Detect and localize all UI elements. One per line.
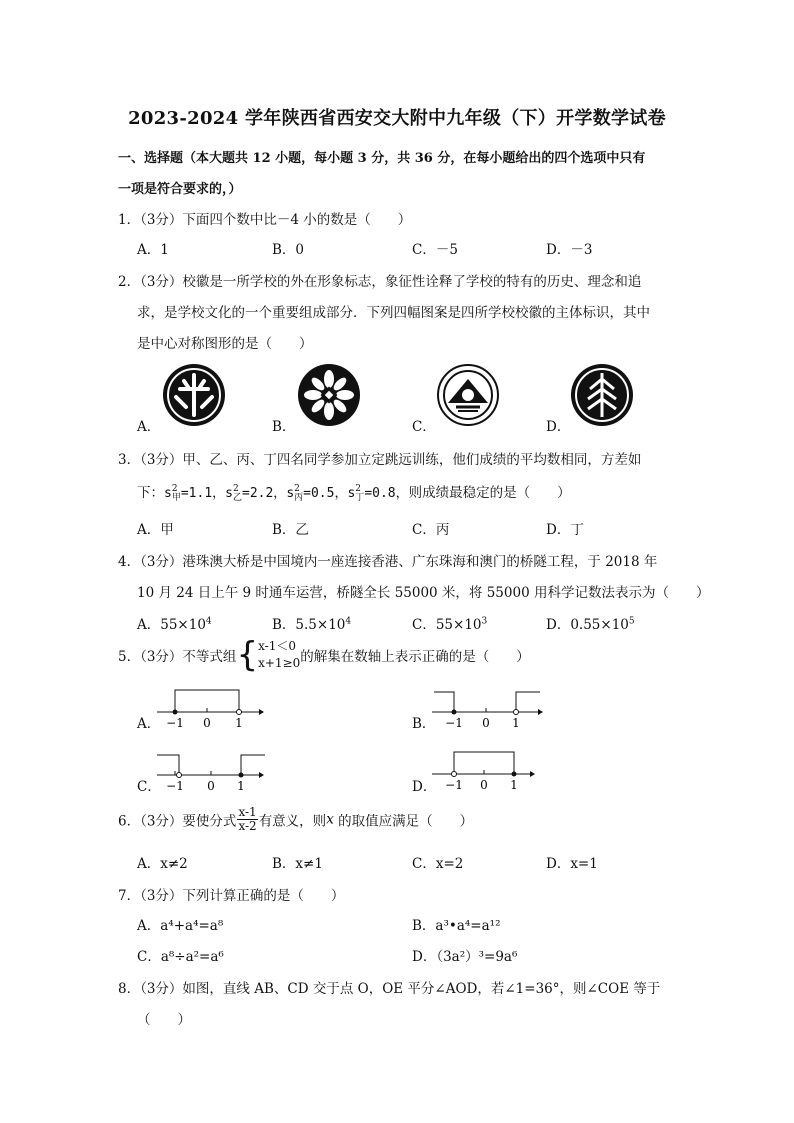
q7-option-b: B．a³•a⁴=a¹² (412, 918, 501, 934)
square-exponent: 2 (232, 483, 239, 494)
q2-stem-line2: 求，是学校文化的一个重要组成部分．下列四幅图案是四所学校校徽的主体标识，其中 (137, 305, 650, 321)
q6-stem (118, 806, 473, 833)
school-emblem-c (436, 363, 500, 427)
q2-label-d: D． (546, 419, 571, 435)
q4-option-d-exp: 5 (628, 616, 635, 627)
number-line-d (430, 740, 540, 792)
q4-option-c-exp: 3 (481, 616, 488, 627)
tick-label-1: 1 (512, 716, 520, 730)
q3-stem-line2 (137, 481, 571, 503)
fraction-denominator: x-2 (238, 819, 257, 833)
square-exponent: 2 (355, 483, 362, 494)
variance-symbol: s (347, 486, 356, 501)
q7-option-d: D．（3a²）³=9a⁶ (412, 949, 518, 965)
q2-stem-line3: 是中心对称图形的是（ ） (137, 336, 313, 352)
q6-option-a: A．x≠2 (137, 856, 188, 872)
q7-option-c: C．a⁸÷a²=a⁶ (137, 949, 224, 965)
tick-label-1: 1 (510, 778, 518, 792)
q4-option-a-base: A．55×10 (137, 617, 206, 633)
q4-stem-line1: 4．（3分）港珠澳大桥是中国境内一座连接香港、广东珠海和澳门的桥隧工程，于 2018 年 (118, 554, 658, 570)
q4-option-a-exp: 4 (205, 616, 212, 627)
tick-label-1: 1 (237, 779, 245, 793)
q2-label-c: C． (412, 419, 436, 435)
square-exponent: 2 (171, 483, 178, 494)
q3-option-d: D．丁 (546, 522, 584, 538)
q2-label-a: A． (137, 419, 161, 435)
tick-label-0: 0 (482, 716, 490, 730)
inequality-system (258, 638, 300, 672)
q4-stem-line2: 10 月 24 日上午 9 时通车运营，桥隧全长 55000 米，将 55000 用科学记数法表示为（ ） (137, 585, 710, 601)
subscript-ding: 丁 (355, 492, 365, 503)
q3-suffix: 则成绩最稳定的是（ ） (408, 485, 571, 501)
fraction-numerator: x-1 (238, 805, 257, 819)
q5-suffix: 的解集在数轴上表示正确的是（ ） (300, 649, 530, 665)
q4-option-d (546, 613, 635, 633)
q3-option-b: B．乙 (272, 522, 309, 538)
q5-prefix: 5．（3分）不等式组 (118, 649, 237, 665)
q3-stem-line1: 3．（3分）甲、乙、丙、丁四名同学参加立定跳远训练，他们成绩的平均数相同，方差如 (118, 452, 642, 468)
value-ding: =0.8， (364, 486, 409, 501)
q3-prefix: 下： (137, 485, 164, 501)
value-bing: =0.5， (303, 486, 348, 501)
variance-symbol: s (286, 486, 295, 501)
q5-label-b: B． (412, 716, 436, 732)
page-title: 2023-2024 学年陕西省西安交大附中九年级（下）开学数学试卷 (128, 108, 666, 129)
tick-label-neg1: −1 (445, 716, 463, 730)
school-emblem-d (570, 363, 634, 427)
square-exponent: 2 (294, 483, 300, 494)
q4-option-b-base: B．5.5×10 (272, 617, 346, 633)
section-heading-line2: 一项是符合要求的，） (118, 182, 242, 197)
fraction (237, 806, 257, 833)
q5-label-a: A． (137, 716, 161, 732)
q4-option-d-base: D．0.55×10 (546, 617, 629, 633)
q6-option-d: D．x=1 (546, 856, 598, 872)
q4-option-c (412, 613, 487, 633)
school-emblem-b (297, 363, 361, 427)
q5-stem (118, 635, 530, 675)
q4-option-a (137, 613, 212, 633)
tick-label-neg1: −1 (166, 779, 184, 793)
q1-option-d: D．－3 (546, 242, 593, 258)
q1-stem: 1．（3分）下面四个数中比－4 小的数是（ ） (118, 212, 412, 228)
inequality-1: x-1＜0 (258, 639, 296, 653)
q6-prefix: 6．（3分）要使分式 (118, 813, 237, 830)
q4-option-b-exp: 4 (345, 616, 352, 627)
school-emblem-a (162, 363, 226, 427)
q5-label-c: C． (137, 779, 161, 795)
section-heading-line1: 一、选择题（本大题共 12 小题，每小题 3 分，共 36 分，在每小题给出的四个选项中只有 (118, 151, 646, 166)
value-yi: =2.2， (242, 486, 287, 501)
q1-option-c: C．－5 (412, 242, 458, 258)
q5-label-d: D． (412, 779, 437, 795)
number-line-c (155, 745, 270, 793)
q6-variable: x (326, 811, 334, 828)
number-line-b (430, 682, 545, 730)
variance-symbol: s (225, 486, 233, 501)
q7-stem: 7．（3分）下列计算正确的是（ ） (118, 888, 345, 904)
tick-label-0: 0 (207, 779, 215, 793)
tick-label-0: 0 (480, 778, 488, 792)
q2-label-b: B． (272, 419, 296, 435)
q7-option-a: A．a⁴+a⁴=a⁸ (137, 918, 224, 934)
q8-stem-line2: （ ） (137, 1012, 191, 1028)
inequality-2: x+1≥0 (258, 656, 301, 670)
q2-stem-line1: 2．（3分）校徽是一所学校的外在形象标志，象征性诠释了学校的特有的历史、理念和追 (118, 274, 642, 290)
q6-option-b: B．x≠1 (272, 856, 323, 872)
tick-label-neg1: −1 (166, 716, 184, 730)
tick-label-1: 1 (235, 716, 243, 730)
q1-option-a: A．1 (137, 242, 169, 258)
q6-option-c: C．x=2 (412, 856, 464, 872)
q4-option-c-base: C．55×10 (412, 617, 482, 633)
subscript-jia: 甲 (171, 492, 181, 503)
subscript-bing: 丙 (294, 492, 304, 503)
q4-option-b (272, 613, 351, 633)
variance-symbol: s (164, 486, 172, 501)
tick-label-neg1: −1 (445, 778, 463, 792)
q8-stem-line1: 8．（3分）如图，直线 AB、CD 交于点 O，OE 平分∠AOD，若∠1=36°，则∠COE 等于 (118, 981, 661, 997)
q6-suffix-b: 的取值应满足（ ） (333, 813, 474, 830)
number-line-a (155, 682, 265, 730)
q6-suffix-a: 有意义，则 (258, 813, 327, 830)
q1-option-b: B．0 (272, 242, 305, 258)
q3-option-a: A．甲 (137, 522, 174, 538)
system-brace: { (236, 635, 259, 675)
tick-label-0: 0 (203, 716, 211, 730)
value-jia: =1.1， (180, 486, 226, 501)
subscript-yi: 乙 (232, 492, 242, 503)
q3-option-c: C．丙 (412, 522, 450, 538)
